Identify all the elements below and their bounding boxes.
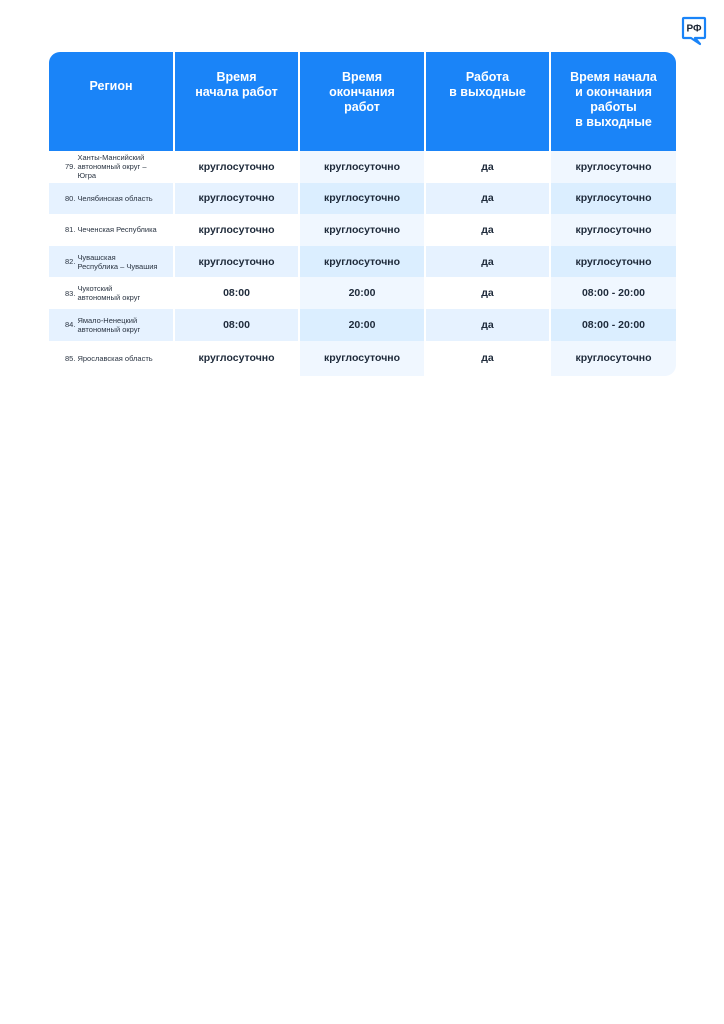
table-header — [49, 52, 676, 151]
start-cell: круглосуточно — [175, 151, 298, 183]
weekend-time-cell: круглосуточно — [551, 183, 676, 215]
region-cell: 82. Чувашская Республика – Чувашия — [49, 246, 173, 278]
region-cell: 83. Чукотский автономный округ — [49, 277, 173, 309]
start-cell: 08:00 — [175, 309, 298, 341]
weekend-cell: да — [426, 183, 549, 215]
table-row — [49, 341, 676, 376]
end-cell: круглосуточно — [300, 341, 424, 376]
region-cell: 80. Челябинская область — [49, 183, 173, 215]
table-row — [49, 151, 676, 183]
table-row — [49, 183, 676, 215]
start-cell: круглосуточно — [175, 341, 298, 376]
weekend-cell: да — [426, 246, 549, 278]
weekend-time-cell: 08:00 - 20:00 — [551, 309, 676, 341]
header-start-time: Время начала работ — [175, 52, 298, 151]
end-cell: 20:00 — [300, 277, 424, 309]
logo-text: РФ — [686, 23, 702, 35]
weekend-time-cell: круглосуточно — [551, 246, 676, 278]
end-cell: круглосуточно — [300, 246, 424, 278]
weekend-time-cell: круглосуточно — [551, 151, 676, 183]
region-cell: 79. Ханты-Мансийский автономный округ – Югра — [49, 151, 173, 183]
start-cell: круглосуточно — [175, 183, 298, 215]
region-cell: 81. Чеченская Республика — [49, 214, 173, 246]
start-cell: круглосуточно — [175, 246, 298, 278]
weekend-time-cell: круглосуточно — [551, 341, 676, 376]
schedule-table — [49, 52, 676, 376]
weekend-cell: да — [426, 341, 549, 376]
region-cell: 85. Ярославская область — [49, 341, 173, 376]
header-region: Регион — [49, 52, 173, 151]
start-cell: 08:00 — [175, 277, 298, 309]
header-end-time: Время окончания работ — [300, 52, 424, 151]
rf-logo-icon — [681, 16, 707, 46]
weekend-time-cell: 08:00 - 20:00 — [551, 277, 676, 309]
weekend-time-cell: круглосуточно — [551, 214, 676, 246]
start-cell: круглосуточно — [175, 214, 298, 246]
weekend-cell: да — [426, 309, 549, 341]
end-cell: круглосуточно — [300, 214, 424, 246]
end-cell: круглосуточно — [300, 183, 424, 215]
table-row — [49, 246, 676, 278]
header-weekend-work: Работа в выходные — [426, 52, 549, 151]
header-weekend-time: Время начала и окончания работы в выходные — [551, 52, 676, 151]
table-row — [49, 309, 676, 341]
weekend-cell: да — [426, 214, 549, 246]
table-row — [49, 277, 676, 309]
end-cell: 20:00 — [300, 309, 424, 341]
table-row — [49, 214, 676, 246]
region-cell: 84. Ямало-Ненецкий автономный округ — [49, 309, 173, 341]
end-cell: круглосуточно — [300, 151, 424, 183]
weekend-cell: да — [426, 277, 549, 309]
weekend-cell: да — [426, 151, 549, 183]
